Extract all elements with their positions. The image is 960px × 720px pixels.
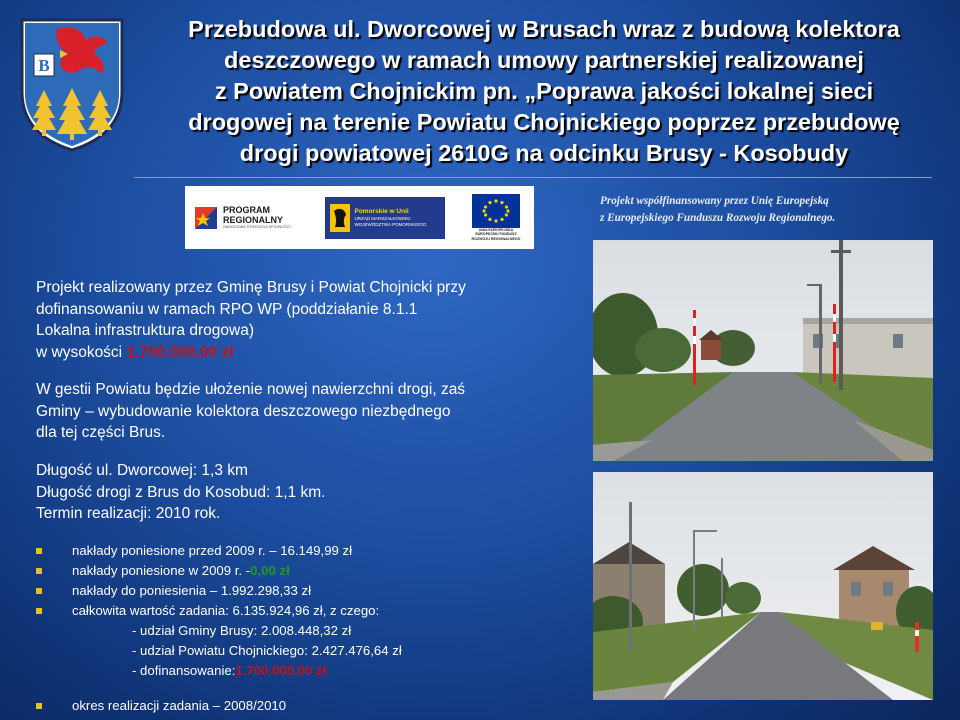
amount-prefix: w wysokości [36,343,127,361]
costs-list [36,541,576,681]
title-line: Przebudowa ul. Dworcowej w Brusach wraz z budową kolektora [188,16,900,42]
cost-item-text: nakłady poniesione w 2009 r. - [72,563,251,578]
road-photo [593,240,933,461]
title-line: z Powiatem Chojnickim pn. „Poprawa jakości lokalnej sieci [214,78,874,104]
bullet-icon [36,703,42,709]
sub-item-text: - udział Powiatu Chojnickiego: 2.427.476,64 zł [132,643,402,658]
page-title [134,14,954,169]
list-item [36,561,576,581]
cofinancing-note [600,193,950,227]
bullet-icon [36,608,42,614]
title-line: drogi powiatowej 2610G na odcinku Brusy - Kosobudy [239,140,849,166]
p1-line: Projekt realizowany przez Gminę Brusy i Powiat Chojnicki przy [36,279,466,296]
program-subtitle: NARODOWA STRATEGIA SPÓJNOŚCI [223,225,291,229]
coat-of-arms-icon [16,14,128,154]
star-flag-icon [195,203,217,233]
cofinancing-line2: z Europejskiego Funduszu Rozwoju Regionalnego. [600,212,836,224]
street-photo [593,472,933,700]
p1-line [36,342,556,364]
bullet-icon [36,548,42,554]
pomorskie-sub2: WOJEWÓDZTWA POMORSKIEGO [354,221,427,227]
griffin-icon [329,203,351,233]
project-description [36,277,556,363]
lengths-paragraph [36,460,556,525]
bullet-icon [36,568,42,574]
eu-line1: UNIA EUROPEJSKA [478,227,514,232]
sub-item-value: 1.700.000,00 zł [235,663,327,678]
p3-line: Termin realizacji: 2010 rok. [36,505,221,522]
p2-line: W gestii Powiatu będzie ułożenie nowej nawierzchni drogi, zaś [36,381,466,398]
funding-amount: 1.700.000,00 zł [126,343,234,361]
cost-item-text: nakłady do poniesienia – 1.992.298,33 zł [72,583,312,598]
program-regionalny-logo [195,203,301,233]
eu-line2: EUROPEJSKI FUNDUSZ [475,232,517,237]
pomorskie-logo [325,197,445,239]
sub-item [36,661,576,681]
eu-logo [468,194,524,241]
title-line: drogowej na terenie Powiatu Chojnickiego poprzez przebudowę [188,109,900,135]
p1-line: dofinansowaniu w ramach RPO WP (poddziałanie 8.1.1 [36,300,418,318]
list-item [36,541,576,561]
sub-item-text: - dofinansowanie: [132,663,236,678]
p2-line: dla tej części Brus. [36,424,166,441]
p3-line: Długość ul. Dworcowej: 1,3 km [36,462,248,479]
p2-line: Gminy – wybudowanie kolektora deszczowego niezbędnego [36,402,451,420]
eu-flag-icon [472,194,520,228]
sub-item [36,621,576,641]
program-line2: REGIONALNY [223,215,284,225]
program-line1: PROGRAM [223,205,270,215]
cost-item-text: nakłady poniesione przed 2009 r. – 16.149,99 zł [72,543,353,558]
pomorskie-sub1: URZĄD MARSZAŁKOWSKI [354,216,411,221]
sub-item [36,641,576,661]
pomorskie-title: Pomorskie w Unii [354,208,409,215]
list-item [36,601,576,621]
title-divider [134,177,932,178]
cost-item-text: okres realizacji zadania – 2008/2010 [72,698,287,713]
p3-line: Długość drogi z Brus do Kosobud: 1,1 km. [36,483,326,501]
p1-line: Lokalna infrastruktura drogowa) [36,322,254,339]
list-item [36,696,286,716]
bullet-icon [36,588,42,594]
funding-logos [185,186,534,249]
cost-item-value: 0,00 zł [250,563,290,578]
eu-line3: ROZWOJU REGIONALNEGO [471,236,521,241]
title-line: deszczowego w ramach umowy partnerskiej realizowanej [224,47,864,73]
responsibilities-paragraph [36,379,556,444]
cost-item-text: całkowita wartość zadania: 6.135.924,96 zł, z czego: [72,603,380,618]
cofinancing-line1: Projekt współfinansowany przez Unię Europejską [600,195,829,207]
sub-item-text: - udział Gminy Brusy: 2.008.448,32 zł [132,623,352,638]
svg-text:B: B [38,56,50,75]
list-item [36,581,576,601]
